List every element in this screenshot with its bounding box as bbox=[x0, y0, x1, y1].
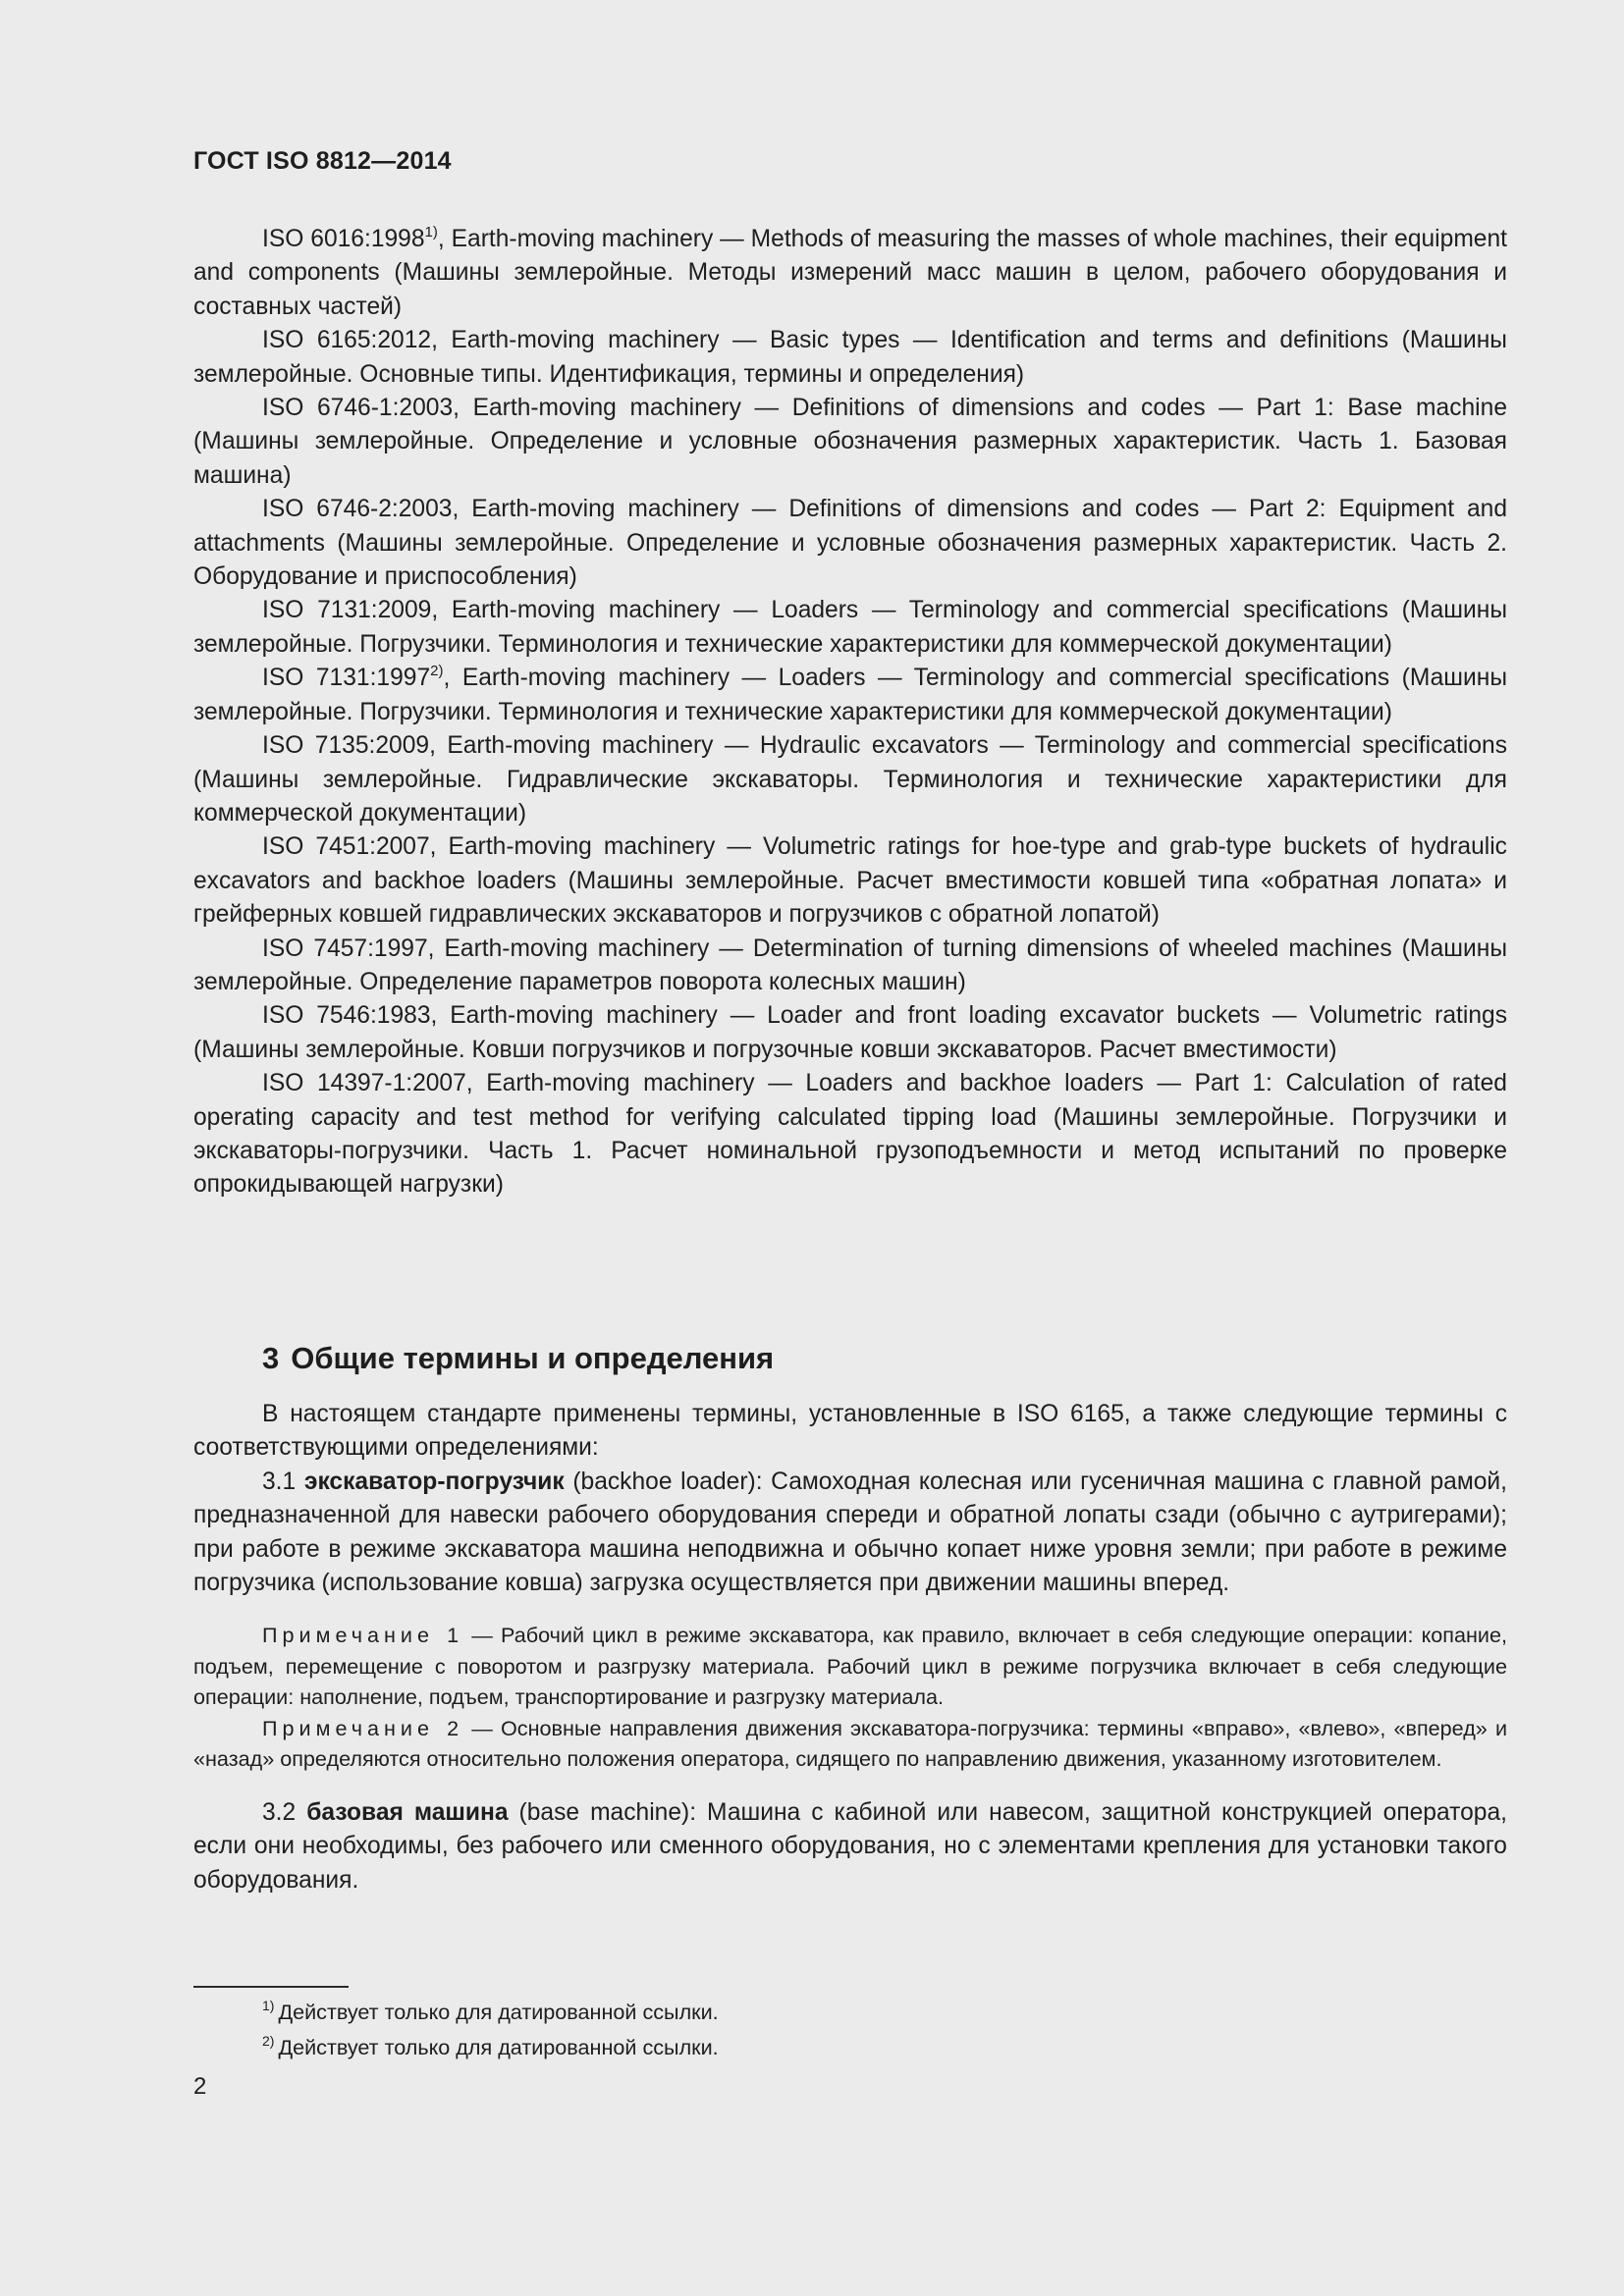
reference-text: , Earth-moving machinery — Definitions of dimensions and codes — Part 2: Equipment and attachments (Машины землеройные. Определение и условные обозначения размерных характеристик. Часть 2. Оборудование и приспособления) bbox=[193, 496, 1508, 591]
note-text: — Основные направления движения экскаватора-погрузчика: термины «вправо», «влево», «вперед» и «назад» определяются относительно положения оператора, сидящего по направлению движения, указанному изготовителем. bbox=[193, 1715, 1508, 1772]
reference-code: ISO 7457:1997 bbox=[262, 934, 428, 962]
reference-text: , Earth-moving machinery — Basic types — Identification and terms and definitions (Машины землеройные. Основные типы. Идентификация, термины и определения) bbox=[193, 327, 1507, 388]
note-item bbox=[193, 1713, 1507, 1775]
normative-references bbox=[193, 223, 1507, 1202]
reference-item bbox=[193, 324, 1507, 392]
footnote-text: Действует только для датированной ссылки. bbox=[278, 2035, 719, 2059]
reference-item bbox=[193, 392, 1507, 493]
section-terms bbox=[193, 1339, 1507, 1897]
reference-code: ISO 7131:1997 bbox=[262, 665, 431, 692]
footnote-mark: 1) bbox=[424, 224, 438, 240]
note-label: Примечание 2 bbox=[262, 1715, 464, 1740]
footnote-mark: 2) bbox=[262, 2033, 275, 2049]
section-heading bbox=[262, 1339, 1507, 1378]
reference-item bbox=[193, 933, 1507, 1000]
term-name: базовая машина bbox=[306, 1798, 509, 1826]
reference-code: ISO 6746-2:2003 bbox=[262, 496, 453, 523]
note-item bbox=[193, 1620, 1507, 1713]
footnote-text: Действует только для датированной ссылки. bbox=[278, 2000, 719, 2024]
reference-text: , Earth-moving machinery — Loaders and backhoe loaders — Part 1: Calculation of rated operating capacity and test method for verifying calculated tipping load (Машины землеройные. Погрузчики и экскаваторы-погрузчики. Часть 1. Расчет номинальной грузоподъемности и метод испытаний по проверке опрокидывающей нагрузки) bbox=[193, 1070, 1507, 1199]
footnote-mark: 2) bbox=[430, 663, 444, 680]
term-definition bbox=[193, 1466, 1507, 1601]
reference-item bbox=[193, 1067, 1507, 1202]
reference-item bbox=[193, 223, 1507, 324]
reference-code: ISO 7451:2007 bbox=[262, 833, 430, 861]
section-number: 3 bbox=[262, 1341, 280, 1375]
section-title: Общие термины и определения bbox=[291, 1341, 775, 1375]
reference-item bbox=[193, 729, 1507, 830]
footnote-item bbox=[262, 1995, 1440, 2030]
term-name: экскаватор-погрузчик bbox=[303, 1468, 565, 1495]
reference-code: ISO 7135:2009 bbox=[262, 732, 430, 760]
term-number: 3.1 bbox=[262, 1468, 297, 1495]
reference-code: ISO 6746-1:2003 bbox=[262, 395, 454, 422]
footnotes bbox=[262, 1995, 1440, 2065]
reference-code: ISO 7546:1983 bbox=[262, 1002, 431, 1030]
section-intro: В настоящем стандарте применены термины, установленные в ISO 6165, а также следующие термины с соответствующими определениями: bbox=[193, 1401, 1507, 1462]
reference-text: , Earth-moving machinery — Volumetric ratings for hoe-type and grab-type buckets of hydraulic excavators and backhoe loaders (Машины землеройные. Расчет вместимости ковшей типа «обратная лопата» и грейферных ковшей гидравлических экскаваторов и погрузчиков с обратной лопатой) bbox=[193, 833, 1507, 929]
reference-code: ISO 7131:2009 bbox=[262, 597, 432, 624]
note-text: — Рабочий цикл в режиме экскаватора, как правило, включает в себя следующие операции: копание, подъем, перемещение с поворотом и разгрузку материала. Рабочий цикл в режиме погрузчика включает в себя следующие операции: наполнение, подъем, транспортирование и разгрузку материала. bbox=[193, 1623, 1507, 1710]
reference-item bbox=[193, 830, 1507, 932]
document-page bbox=[193, 0, 1507, 2296]
footnote-item bbox=[262, 2030, 1440, 2065]
reference-text: , Earth-moving machinery — Loader and front loading excavator buckets — Volumetric ratings (Машины землеройные. Ковши погрузчиков и погрузочные ковши экскаваторов. Расчет вместимости) bbox=[193, 1002, 1507, 1063]
term-text: (base machine): Машина с кабиной или навесом, защитной конструкцией оператора, если они необходимы, без рабочего или сменного оборудования, но с элементами крепления для установки такого оборудования. bbox=[193, 1798, 1507, 1894]
footnote-divider bbox=[193, 1986, 349, 1988]
footnote-mark: 1) bbox=[262, 1998, 275, 2013]
term-text: (backhoe loader): Самоходная колесная или гусеничная машина с главной рамой, предназначенной для навески рабочего оборудования спереди и обратной лопаты сзади (обычно с аутригерами); при работе в режиме экскаватора машина неподвижна и обычно копает ниже уровня земли; при работе в режиме погрузчика (использование ковша) загрузка осуществляется при движении машины вперед. bbox=[193, 1468, 1507, 1597]
reference-item bbox=[193, 594, 1507, 662]
reference-item bbox=[193, 493, 1507, 594]
term-number: 3.2 bbox=[262, 1798, 297, 1826]
document-header: ГОСТ ISO 8812—2014 bbox=[193, 147, 452, 175]
reference-item bbox=[193, 662, 1507, 729]
term-definition bbox=[193, 1796, 1507, 1897]
reference-text: , Earth-moving machinery — Hydraulic excavators — Terminology and commercial specifications (Машины землеройные. Гидравлические экскаваторы. Терминология и технические характеристики для коммерческой документации) bbox=[193, 732, 1507, 827]
reference-text: , Earth-moving machinery — Loaders — Terminology and commercial specifications (Машины землеройные. Погрузчики. Терминология и технические характеристики для коммерческой документации) bbox=[193, 665, 1508, 725]
page-number: 2 bbox=[193, 2073, 207, 2100]
reference-text: , Earth-moving machinery — Loaders — Terminology and commercial specifications (Машины землеройные. Погрузчики. Терминология и технические характеристики для коммерческой документации) bbox=[193, 597, 1507, 658]
reference-code: ISO 6016:1998 bbox=[262, 226, 425, 252]
note-label: Примечание 1 bbox=[262, 1623, 464, 1648]
reference-item bbox=[193, 999, 1507, 1067]
reference-code: ISO 6165:2012 bbox=[262, 327, 432, 354]
reference-code: ISO 14397-1:2007 bbox=[262, 1070, 466, 1097]
reference-text: , Earth-moving machinery — Determination of turning dimensions of wheeled machines (Машины землеройные. Определение параметров поворота колесных машин) bbox=[193, 934, 1507, 995]
reference-text: , Earth-moving machinery — Definitions of dimensions and codes — Part 1: Base machine (Машины землеройные. Определение и условные обозначения размерных характеристик. Часть 1. Базовая машина) bbox=[193, 395, 1508, 489]
reference-text: , Earth-moving machinery — Methods of measuring the masses of whole machines, their equipment and components (Машины землеройные. Методы измерений масс машин в целом, рабочего оборудования и составных частей) bbox=[193, 226, 1507, 320]
term-notes bbox=[193, 1620, 1507, 1775]
